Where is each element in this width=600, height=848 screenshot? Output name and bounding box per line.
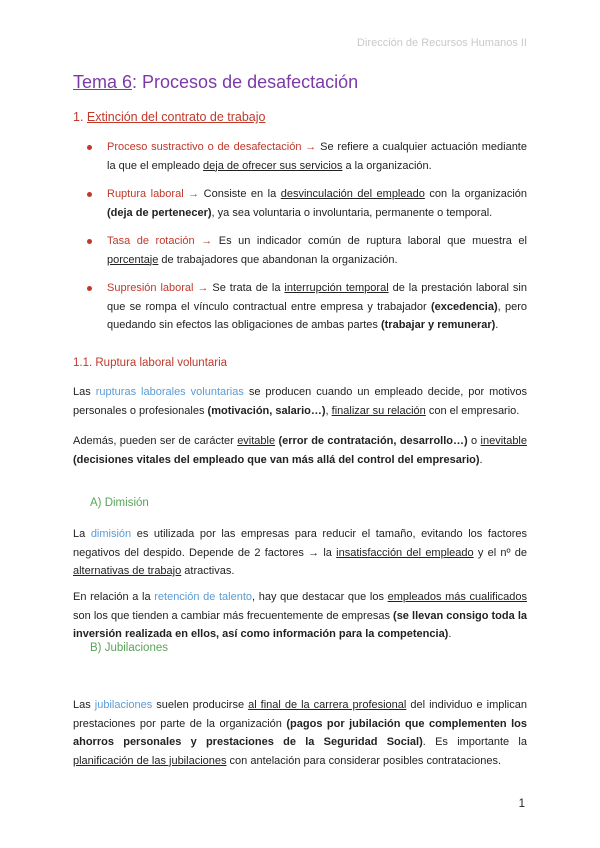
text: . Es importante la — [422, 736, 527, 748]
text: En relación a la — [73, 591, 155, 603]
paragraph-character — [73, 432, 527, 469]
underlined-text: empleados más cualificados — [387, 591, 527, 603]
text: , — [325, 404, 332, 417]
text: de la prestación laboral sin que se rompa el vínculo contractual entre empresa y trabajador — [107, 282, 527, 313]
list-item — [73, 279, 527, 335]
bold-text: (decisiones vitales del empleado que van más allá del control del empresario) — [73, 453, 480, 466]
bold-text: (deja de pertenecer) — [107, 206, 212, 219]
bullet-dot-icon — [87, 145, 92, 150]
text: , ya sea voluntaria o involuntaria, permanente o temporal. — [211, 206, 493, 219]
bold-text: (error de contratación, desarrollo…) — [278, 435, 468, 447]
underlined-text: al final de la carrera profesional — [248, 699, 407, 711]
arrow: → — [194, 235, 219, 247]
highlight-term: jubilaciones — [94, 699, 153, 711]
text: con la organización — [424, 188, 528, 200]
list-item — [73, 185, 527, 222]
arrow: → — [183, 188, 204, 200]
text: es utilizada por las empresas para reducir el tamaño, evitando los factores negativos del despido. Depende de 2 factores → la — [73, 528, 527, 559]
underlined-text: insatisfacción del empleado — [336, 546, 474, 559]
section-number: 1. — [73, 110, 87, 124]
text: o — [467, 435, 481, 447]
bold-text: (trabajar y remunerar) — [380, 319, 496, 331]
text: . — [495, 319, 499, 331]
bold-text: (excedencia) — [430, 300, 498, 313]
heading-a-dimision: A) Dimisión — [90, 497, 149, 509]
running-header: Dirección de Recursos Humanos II — [357, 37, 527, 49]
text: del individuo e implican prestaciones por parte de la organización — [73, 699, 527, 730]
text: Se refiere a cualquier actuación mediante la que el empleado — [107, 141, 527, 172]
term: Ruptura laboral — [107, 188, 184, 200]
text: se producen cuando un empleado decide, por motivos personales o profesionales — [73, 386, 528, 417]
underlined-text: alternativas de trabajo — [73, 565, 182, 577]
paragraph-jubilaciones — [73, 696, 527, 770]
section-heading-1 — [73, 110, 266, 124]
highlight-term: dimisión — [90, 528, 132, 540]
heading-b-jubilaciones: B) Jubilaciones — [90, 642, 168, 654]
underlined-text: desvinculación del empleado — [280, 188, 425, 200]
list-item — [73, 232, 527, 269]
text: Las — [73, 386, 96, 398]
arrow: → — [193, 282, 213, 294]
paragraph-talent — [73, 588, 527, 644]
text: , hay que destacar que los — [252, 591, 388, 603]
text: suelen producirse — [152, 699, 249, 711]
text: , pero quedando sin efectos las obligaciones de ambas partes — [107, 300, 527, 331]
text: . — [479, 453, 483, 466]
underlined-text: finalizar su relación — [331, 404, 426, 417]
text: Se trata de la — [212, 282, 285, 294]
underlined-text: inevitable — [480, 435, 527, 447]
list-item — [73, 138, 527, 175]
underlined-text: evitable — [237, 435, 276, 447]
text: con antelación para considerar posibles contrataciones. — [226, 754, 502, 767]
term: Supresión laboral — [107, 282, 194, 294]
highlight-term: rupturas laborales voluntarias — [95, 386, 244, 398]
text: Las — [73, 699, 95, 711]
text: con el empresario. — [425, 404, 520, 417]
text: a la organización. — [342, 159, 432, 172]
title-text: : Procesos de desafectación — [132, 72, 359, 92]
text: . — [448, 628, 452, 640]
definitions-list — [73, 138, 527, 345]
bullet-dot-icon — [87, 286, 92, 291]
text: atractivas. — [181, 565, 235, 577]
section-label: Extinción del contrato de trabajo — [86, 110, 266, 124]
underlined-text: interrupción temporal — [284, 282, 389, 294]
text: La — [73, 528, 91, 540]
bold-text: (motivación, salario…) — [207, 404, 326, 417]
text: Consiste en la — [203, 188, 281, 200]
bold-text: (pagos por jubilación que complementen los ahorros personales y prestaciones de la Seguridad Social) — [73, 717, 527, 748]
bold-text: (se llevan consigo toda la inversión realizada en ellos, así como información para la competencia) — [73, 609, 527, 640]
text: y el nº de — [473, 546, 527, 559]
subsection-heading: 1.1. Ruptura laboral voluntaria — [73, 357, 228, 369]
text: Además, pueden ser de carácter — [73, 435, 238, 447]
page-title — [73, 72, 358, 93]
bullet-dot-icon — [87, 239, 92, 244]
highlight-term: retención de talento — [154, 591, 253, 603]
underlined-text: deja de ofrecer sus servicios — [203, 159, 343, 172]
page-number: 1 — [518, 798, 525, 810]
text: de trabajadores que abandonan la organización. — [158, 253, 398, 266]
text: Es un indicador común de ruptura laboral que muestra el — [218, 235, 527, 247]
bullet-dot-icon — [87, 192, 92, 197]
underlined-text: porcentaje — [107, 253, 159, 266]
arrow: → — [301, 141, 321, 153]
term: Tasa de rotación — [107, 235, 195, 247]
term: Proceso sustractivo o de desafectación — [107, 141, 302, 153]
paragraph-voluntary — [73, 383, 527, 420]
paragraph-dimision — [73, 525, 527, 581]
title-tema-number: Tema 6 — [73, 72, 133, 92]
text: son los que tienden a cambiar más frecuentemente de empresas — [73, 609, 394, 622]
underlined-text: planificación de las jubilaciones — [73, 754, 227, 767]
